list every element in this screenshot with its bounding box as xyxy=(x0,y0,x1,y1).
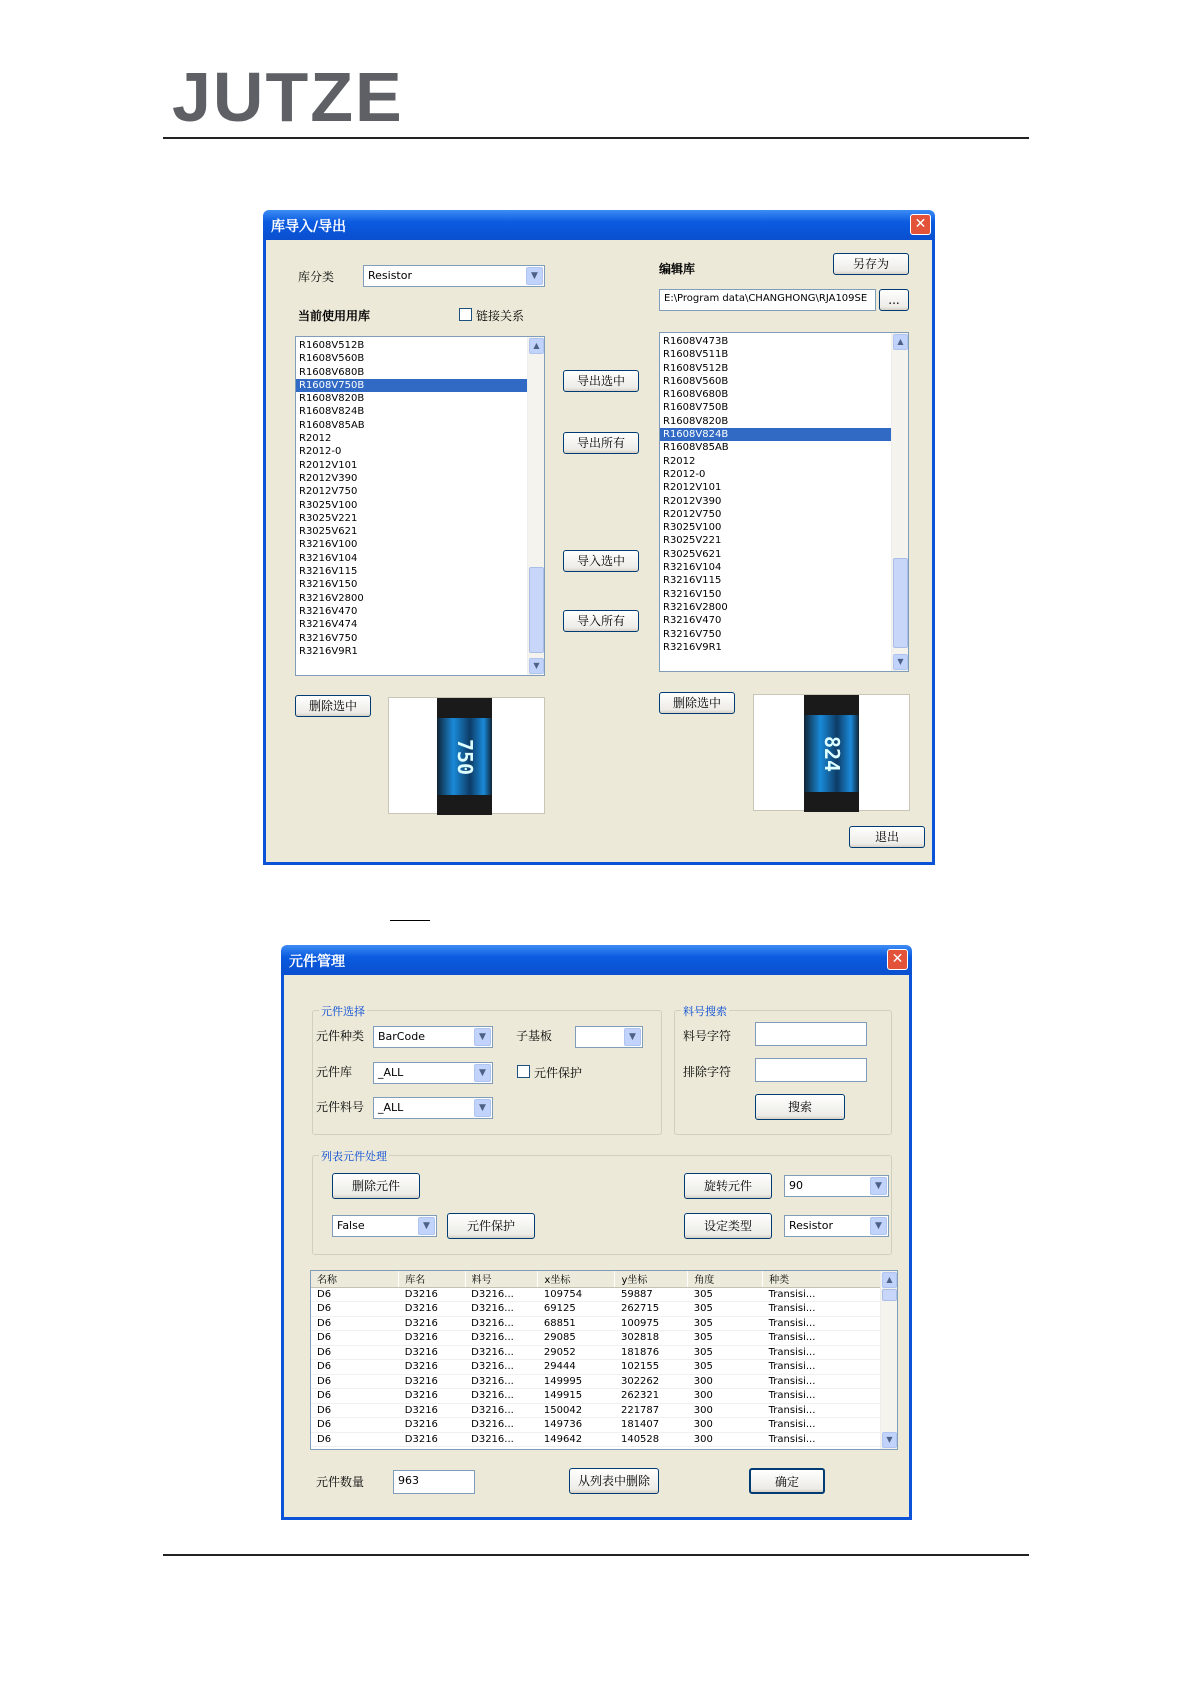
chevron-down-icon[interactable]: ▼ xyxy=(870,1217,887,1235)
search-button[interactable]: 搜索 xyxy=(755,1094,845,1120)
list-item[interactable]: R2012 xyxy=(299,433,332,445)
list-item[interactable]: R3025V100 xyxy=(663,522,722,534)
list-item[interactable]: R2012V101 xyxy=(663,482,722,494)
resistor-chip-image xyxy=(804,695,859,812)
scroll-up-icon[interactable]: ▲ xyxy=(882,1272,897,1288)
dialog-titlebar[interactable] xyxy=(263,210,935,240)
table-cell: D6 xyxy=(311,1302,399,1317)
list-item[interactable]: R2012 xyxy=(663,455,696,467)
save-as-button[interactable]: 另存为 xyxy=(833,253,909,275)
table-cell: D6 xyxy=(311,1360,399,1375)
table-cell: 305 xyxy=(688,1345,763,1360)
list-item[interactable]: R1608V750B xyxy=(296,379,528,392)
list-item[interactable]: R3216V750 xyxy=(299,632,358,644)
sub-board-select[interactable] xyxy=(575,1026,643,1048)
column-header[interactable]: 角度 xyxy=(688,1271,763,1287)
table-row[interactable] xyxy=(311,1302,881,1317)
table-cell: 300 xyxy=(688,1374,763,1389)
scroll-up-icon[interactable]: ▲ xyxy=(529,338,544,354)
table-cell: D6 xyxy=(311,1432,399,1447)
no-chars-label: 料号字符 xyxy=(683,1029,732,1043)
table-cell: 69125 xyxy=(538,1302,615,1317)
table-cell: 29052 xyxy=(538,1345,615,1360)
parts-table-scrollbar[interactable] xyxy=(880,1271,897,1449)
list-item[interactable]: R3216V470 xyxy=(299,605,358,617)
chevron-down-icon[interactable]: ▼ xyxy=(418,1217,435,1235)
exclude-chars-label: 排除字符 xyxy=(683,1065,732,1079)
part-count-field: 963 xyxy=(393,1470,475,1494)
table-cell: Transisi... xyxy=(763,1403,881,1418)
list-item[interactable]: R3216V9R1 xyxy=(299,645,358,657)
list-item[interactable]: R3216V150 xyxy=(663,588,722,600)
sub-board-label: 子基板 xyxy=(516,1029,553,1043)
rotate-angle-value: 90 xyxy=(789,1179,803,1192)
part-protect-checkbox[interactable] xyxy=(517,1065,530,1078)
list-item[interactable]: R3216V2800 xyxy=(299,592,364,604)
part-no-select[interactable] xyxy=(373,1097,493,1119)
list-item[interactable]: R2012V101 xyxy=(299,459,358,471)
table-cell: 150042 xyxy=(538,1403,615,1418)
table-cell: Transisi... xyxy=(763,1331,881,1346)
table-row[interactable] xyxy=(311,1345,881,1360)
current-lib-items xyxy=(296,337,528,658)
part-count-label: 元件数量 xyxy=(316,1475,365,1489)
table-row[interactable] xyxy=(311,1403,881,1418)
table-cell: D3216 xyxy=(399,1345,465,1360)
resistor-chip-image xyxy=(437,698,492,815)
chip-cap-bottom xyxy=(437,795,492,815)
list-item[interactable]: R3025V221 xyxy=(299,512,358,524)
no-chars-input[interactable] xyxy=(755,1022,867,1046)
table-cell: D3216... xyxy=(465,1418,538,1433)
table-cell: D3216... xyxy=(465,1360,538,1375)
path-field[interactable]: E:\Program data\CHANGHONG\RJA109SE xyxy=(659,289,876,311)
chevron-down-icon[interactable]: ▼ xyxy=(526,267,543,285)
list-item[interactable]: R2012-0 xyxy=(299,446,342,458)
list-item[interactable]: R3216V104 xyxy=(299,552,358,564)
exit-button[interactable]: 退出 xyxy=(849,826,925,848)
current-lib-list[interactable] xyxy=(295,336,545,676)
table-cell: 300 xyxy=(688,1418,763,1433)
part-lib-label: 元件库 xyxy=(316,1065,353,1079)
table-cell: Transisi... xyxy=(763,1287,881,1302)
footer-rule xyxy=(163,1554,1029,1556)
list-item[interactable]: R3216V2800 xyxy=(663,601,728,613)
table-cell: 181876 xyxy=(615,1345,688,1360)
list-item[interactable]: R3025V621 xyxy=(299,526,358,538)
table-cell: D3216 xyxy=(399,1403,465,1418)
table-cell: 300 xyxy=(688,1432,763,1447)
close-icon[interactable]: ✕ xyxy=(910,214,931,235)
table-cell: Transisi... xyxy=(763,1374,881,1389)
list-item[interactable]: R3216V115 xyxy=(663,575,722,587)
list-item[interactable]: R3216V470 xyxy=(663,615,722,627)
table-cell: Transisi... xyxy=(763,1389,881,1404)
column-header[interactable]: 库名 xyxy=(399,1271,465,1287)
table-cell: 305 xyxy=(688,1316,763,1331)
table-cell: D6 xyxy=(311,1287,399,1302)
table-cell: D3216 xyxy=(399,1360,465,1375)
list-item[interactable]: R2012V750 xyxy=(299,486,358,498)
lib-category-label: 库分类 xyxy=(298,270,335,284)
edit-lib-scrollbar[interactable] xyxy=(891,333,908,671)
table-cell: D6 xyxy=(311,1389,399,1404)
import-all-button[interactable]: 导入所有 xyxy=(563,610,639,632)
table-cell: 262715 xyxy=(615,1302,688,1317)
table-cell: 149915 xyxy=(538,1389,615,1404)
dialog-title: 元件管理 xyxy=(289,954,345,970)
table-cell: D6 xyxy=(311,1316,399,1331)
chevron-down-icon[interactable]: ▼ xyxy=(474,1099,491,1117)
table-cell: Transisi... xyxy=(763,1432,881,1447)
delete-selected-right-button[interactable]: 删除选中 xyxy=(659,692,735,714)
lib-import-export-dialog xyxy=(263,216,935,865)
table-cell: D3216 xyxy=(399,1432,465,1447)
table-cell: D6 xyxy=(311,1331,399,1346)
part-no-value: _ALL xyxy=(378,1101,404,1114)
table-cell: 302262 xyxy=(615,1374,688,1389)
table-cell: D3216... xyxy=(465,1287,538,1302)
table-cell: 300 xyxy=(688,1403,763,1418)
lib-category-select[interactable] xyxy=(363,265,545,287)
delete-part-button[interactable]: 删除元件 xyxy=(332,1173,420,1199)
table-cell: Transisi... xyxy=(763,1316,881,1331)
list-item[interactable]: R1608V680B xyxy=(299,366,365,378)
table-cell: Transisi... xyxy=(763,1302,881,1317)
table-cell: D3216... xyxy=(465,1302,538,1317)
type-select[interactable] xyxy=(784,1215,889,1237)
part-protect-label: 元件保护 xyxy=(534,1066,583,1080)
table-cell: 181407 xyxy=(615,1418,688,1433)
set-type-button[interactable]: 设定类型 xyxy=(684,1213,772,1239)
edit-lib-label: 编辑库 xyxy=(659,262,696,276)
table-cell: D3216... xyxy=(465,1331,538,1346)
table-cell: 109754 xyxy=(538,1287,615,1302)
table-cell: 100975 xyxy=(615,1316,688,1331)
part-no-search-group-title: 料号搜索 xyxy=(683,1005,727,1018)
list-parts-group-title: 列表元件处理 xyxy=(321,1150,387,1163)
part-management-dialog xyxy=(281,951,912,1520)
table-cell: D3216... xyxy=(465,1403,538,1418)
table-row[interactable] xyxy=(311,1316,881,1331)
list-item[interactable]: R1608V680B xyxy=(663,389,729,401)
chip-cap-top xyxy=(804,695,859,715)
table-row[interactable] xyxy=(311,1432,881,1447)
chip-cap-top xyxy=(437,698,492,718)
parts-table-body xyxy=(311,1271,881,1447)
table-cell: 149995 xyxy=(538,1374,615,1389)
close-icon[interactable]: ✕ xyxy=(887,949,908,970)
table-row[interactable] xyxy=(311,1418,881,1433)
table-cell: 305 xyxy=(688,1287,763,1302)
part-type-select[interactable] xyxy=(373,1026,493,1048)
table-cell: Transisi... xyxy=(763,1418,881,1433)
part-type-value: BarCode xyxy=(378,1030,425,1043)
column-header[interactable]: y坐标 xyxy=(615,1271,688,1287)
right-chip-code: 824 xyxy=(819,735,844,772)
list-item[interactable]: R1608V511B xyxy=(663,349,729,361)
current-lib-label: 当前使用用库 xyxy=(298,309,371,323)
table-cell: 302818 xyxy=(615,1331,688,1346)
list-item[interactable]: R1608V512B xyxy=(663,362,729,374)
list-item[interactable]: R3216V115 xyxy=(299,566,358,578)
table-row[interactable] xyxy=(311,1331,881,1346)
table-rows xyxy=(311,1287,881,1447)
column-header[interactable]: 料号 xyxy=(465,1271,538,1287)
table-cell: D3216 xyxy=(399,1374,465,1389)
list-item[interactable]: R1608V750B xyxy=(663,402,729,414)
list-item[interactable]: R1608V824B xyxy=(299,406,365,418)
list-item[interactable]: R3025V621 xyxy=(663,548,722,560)
scroll-down-icon[interactable]: ▼ xyxy=(882,1432,897,1448)
short-underline xyxy=(390,920,430,921)
table-cell: 305 xyxy=(688,1331,763,1346)
export-all-button[interactable]: 导出所有 xyxy=(563,432,639,454)
table-cell: Transisi... xyxy=(763,1345,881,1360)
dialog-title: 库导入/导出 xyxy=(271,219,347,235)
left-chip-code: 750 xyxy=(452,738,477,775)
list-item[interactable]: R3025V100 xyxy=(299,499,358,511)
table-row[interactable] xyxy=(311,1287,881,1302)
table-cell: 149642 xyxy=(538,1432,615,1447)
table-cell: D3216 xyxy=(399,1316,465,1331)
scroll-down-icon[interactable]: ▼ xyxy=(893,654,908,670)
table-cell: D3216 xyxy=(399,1418,465,1433)
list-item[interactable]: R1608V85AB xyxy=(299,419,365,431)
list-item[interactable]: R1608V85AB xyxy=(663,442,729,454)
table-cell: Transisi... xyxy=(763,1360,881,1375)
column-header[interactable]: 种类 xyxy=(763,1271,881,1287)
protect-value: False xyxy=(337,1219,365,1232)
dialog-titlebar[interactable] xyxy=(281,945,912,975)
table-row[interactable] xyxy=(311,1374,881,1389)
table-cell: 262321 xyxy=(615,1389,688,1404)
table-cell: D3216 xyxy=(399,1287,465,1302)
protect-value-select[interactable] xyxy=(332,1215,437,1237)
list-item[interactable]: R1608V512B xyxy=(299,340,365,351)
scroll-up-icon[interactable]: ▲ xyxy=(893,334,908,350)
list-item[interactable]: R3216V150 xyxy=(299,579,358,591)
table-cell: 300 xyxy=(688,1389,763,1404)
part-select-group-title: 元件选择 xyxy=(321,1005,365,1018)
table-cell: D3216... xyxy=(465,1316,538,1331)
list-item[interactable]: R2012V750 xyxy=(663,508,722,520)
table-cell: D3216... xyxy=(465,1389,538,1404)
table-cell: 68851 xyxy=(538,1316,615,1331)
exclude-chars-input[interactable] xyxy=(755,1058,867,1082)
browse-button[interactable]: ... xyxy=(879,289,909,311)
rotate-angle-select[interactable] xyxy=(784,1175,889,1197)
import-selected-button[interactable]: 导入选中 xyxy=(563,550,639,572)
list-item[interactable]: R3216V100 xyxy=(299,539,358,551)
chevron-down-icon[interactable]: ▼ xyxy=(624,1028,641,1046)
list-item[interactable]: R1608V820B xyxy=(663,415,729,427)
scroll-down-icon[interactable]: ▼ xyxy=(529,658,544,674)
rotate-part-button[interactable]: 旋转元件 xyxy=(684,1173,772,1199)
right-part-preview xyxy=(753,694,910,811)
table-cell: 149736 xyxy=(538,1418,615,1433)
table-cell: 29444 xyxy=(538,1360,615,1375)
table-cell: D3216 xyxy=(399,1331,465,1346)
link-checkbox[interactable] xyxy=(459,308,472,321)
link-label: 链接关系 xyxy=(476,309,525,323)
ok-button[interactable]: 确定 xyxy=(749,1468,825,1494)
edit-lib-items xyxy=(660,333,892,654)
part-lib-select[interactable] xyxy=(373,1062,493,1084)
table-cell: D3216... xyxy=(465,1374,538,1389)
list-item[interactable]: R2012V390 xyxy=(663,495,722,507)
list-item[interactable]: R3025V221 xyxy=(663,535,722,547)
chevron-down-icon[interactable]: ▼ xyxy=(870,1177,887,1195)
table-cell: D6 xyxy=(311,1418,399,1433)
part-no-label: 元件料号 xyxy=(316,1100,365,1114)
column-header[interactable]: x坐标 xyxy=(538,1271,615,1287)
export-selected-button[interactable]: 导出选中 xyxy=(563,370,639,392)
edit-lib-list[interactable] xyxy=(659,332,909,672)
remove-from-list-button[interactable]: 从列表中删除 xyxy=(569,1468,659,1494)
table-cell: 140528 xyxy=(615,1432,688,1447)
table-cell: 59887 xyxy=(615,1287,688,1302)
chevron-down-icon[interactable]: ▼ xyxy=(474,1064,491,1082)
table-cell: 29085 xyxy=(538,1331,615,1346)
table-cell: 221787 xyxy=(615,1403,688,1418)
table-cell: 102155 xyxy=(615,1360,688,1375)
table-cell: D3216... xyxy=(465,1345,538,1360)
table-cell: D3216 xyxy=(399,1389,465,1404)
company-logo: JUTZE xyxy=(172,58,404,136)
scroll-thumb[interactable] xyxy=(529,567,544,653)
parts-table[interactable] xyxy=(310,1270,898,1450)
table-cell: D6 xyxy=(311,1374,399,1389)
table-cell: 305 xyxy=(688,1302,763,1317)
table-cell: 305 xyxy=(688,1360,763,1375)
list-item[interactable]: R1608V824B xyxy=(660,428,892,441)
delete-selected-left-button[interactable]: 删除选中 xyxy=(295,695,371,717)
table-cell: D3216... xyxy=(465,1432,538,1447)
part-type-label: 元件种类 xyxy=(316,1029,365,1043)
chevron-down-icon[interactable]: ▼ xyxy=(474,1028,491,1046)
list-item[interactable]: R2012V390 xyxy=(299,472,358,484)
list-item[interactable]: R3216V104 xyxy=(663,562,722,574)
list-item[interactable]: R1608V820B xyxy=(299,393,365,405)
left-part-preview xyxy=(388,697,545,814)
lib-category-value: Resistor xyxy=(368,269,412,282)
current-lib-scrollbar[interactable] xyxy=(527,337,544,675)
chip-cap-bottom xyxy=(804,792,859,812)
header-rule xyxy=(163,137,1029,139)
table-row[interactable] xyxy=(311,1389,881,1404)
table-row[interactable] xyxy=(311,1360,881,1375)
list-item[interactable]: R1608V560B xyxy=(663,375,729,387)
table-cell: D3216 xyxy=(399,1302,465,1317)
list-item[interactable]: R3216V750 xyxy=(663,628,722,640)
list-item[interactable]: R3216V9R1 xyxy=(663,641,722,653)
scroll-thumb[interactable] xyxy=(893,558,908,648)
list-item[interactable]: R3216V474 xyxy=(299,619,358,631)
table-header-row xyxy=(311,1271,881,1287)
table-cell: D6 xyxy=(311,1403,399,1418)
part-lib-value: _ALL xyxy=(378,1066,404,1079)
list-item[interactable]: R1608V560B xyxy=(299,353,365,365)
list-parts-group xyxy=(312,1150,892,1255)
scroll-thumb[interactable] xyxy=(882,1289,897,1301)
list-item[interactable]: R1608V473B xyxy=(663,336,729,347)
list-item[interactable]: R2012-0 xyxy=(663,468,706,480)
table-cell: D6 xyxy=(311,1345,399,1360)
part-protect-button[interactable]: 元件保护 xyxy=(447,1213,535,1239)
column-header[interactable]: 名称 xyxy=(311,1271,399,1287)
type-value: Resistor xyxy=(789,1219,833,1232)
